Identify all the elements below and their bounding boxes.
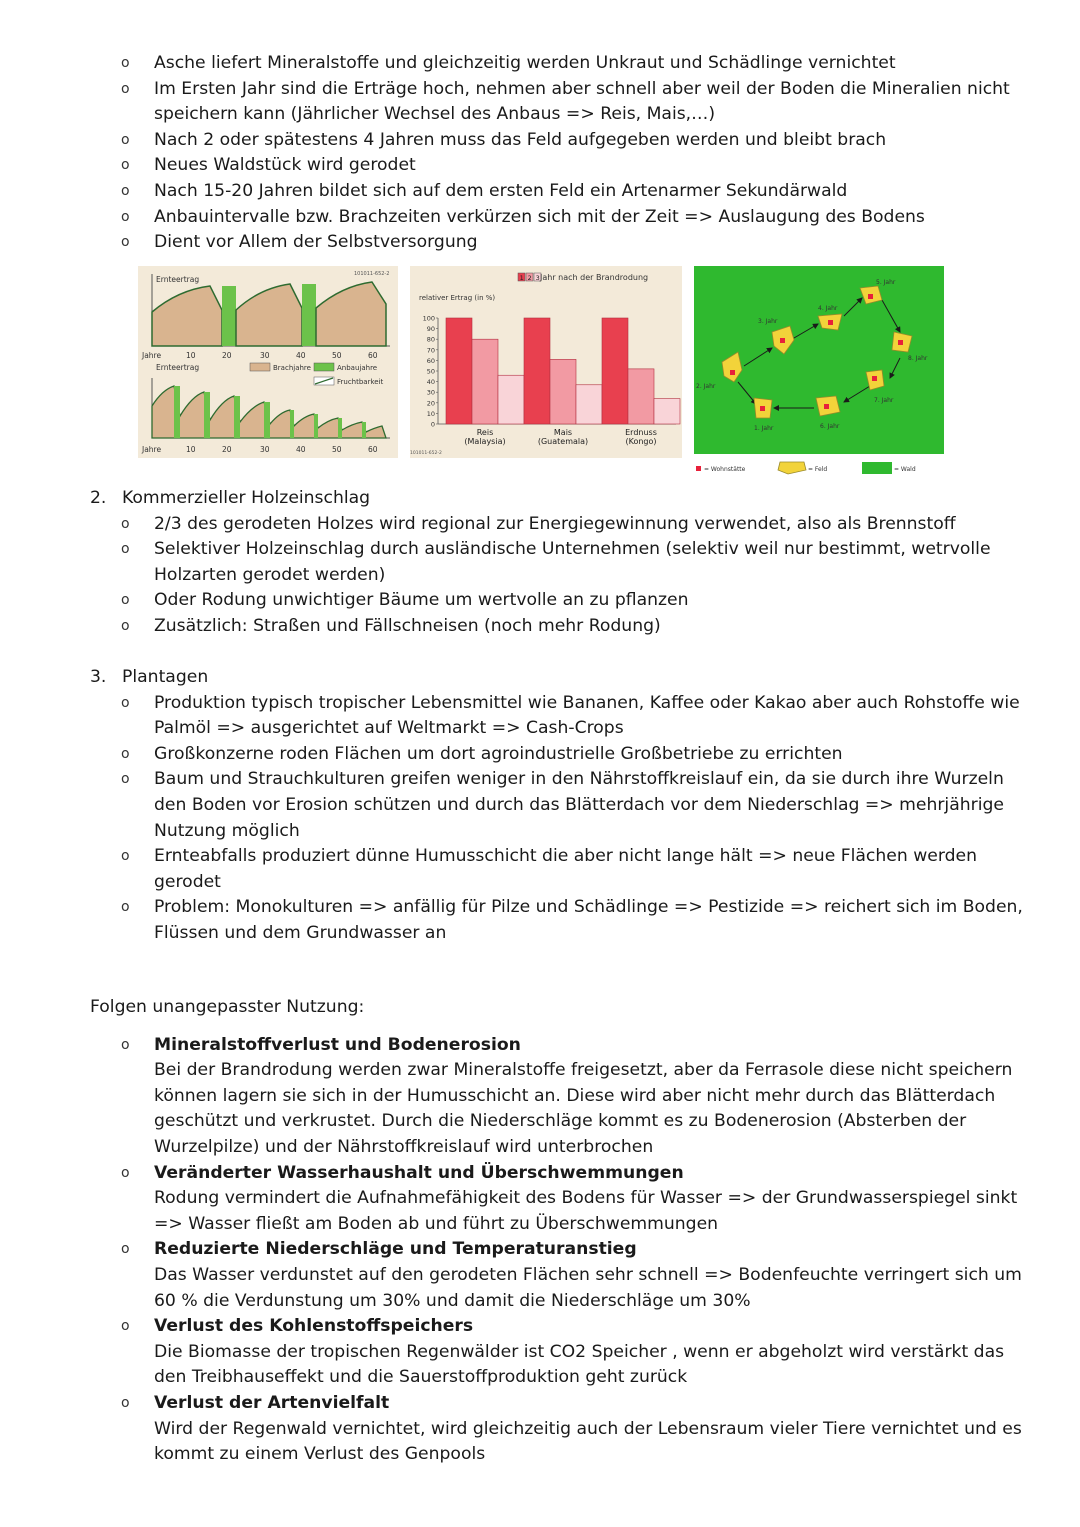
intro-list — [0, 51, 1080, 256]
tick-label: 50 — [332, 351, 342, 360]
section-number: 3. — [90, 667, 107, 687]
section-title: Plantagen — [122, 667, 209, 687]
item-text: Rodung vermindert die Aufnahmefähigkeit des Bodens für Wasser => der Grundwasserspiegel sinkt => Wasser fließt am Boden ab und führt zu Überschwemmungen — [154, 1188, 1018, 1234]
list-item: o Nach 2 oder spätestens 4 Jahren muss das Feld aufgegeben werden und bleibt brach — [0, 128, 1080, 154]
list-item: o Anbauintervalle bzw. Brachzeiten verkürzen sich mit der Zeit => Auslaugung des Bodens — [0, 205, 1080, 231]
tick-label: 50 — [332, 445, 342, 454]
x-axis-label: Jahre — [142, 351, 162, 360]
figures-row — [138, 266, 958, 481]
year-label: 7. Jahr — [874, 397, 894, 404]
bar — [628, 369, 654, 424]
list-item: o Im Ersten Jahr sind die Erträge hoch, nehmen aber schnell aber weil der Boden die Mineralien nicht speichern kann (Jährlicher Wechsel des Anbaus => Reis, Mais,…) — [0, 77, 1080, 128]
yield-chart — [410, 266, 682, 458]
list-item: o Selektiver Holzeinschlag durch ausländische Unternehmen (selektiv weil nur bestimmt, wetrvolle Holzarten gerodet werden) — [0, 537, 1080, 588]
tick-label: 20 — [222, 351, 232, 360]
y-tick-label: 0 — [430, 420, 435, 429]
y-tick-label: 50 — [426, 367, 435, 376]
section-heading — [0, 486, 1080, 512]
y-tick-label: 40 — [426, 378, 435, 387]
year-label: 5. Jahr — [876, 279, 896, 286]
tick-label: 10 — [186, 445, 196, 454]
section-heading — [0, 665, 1080, 691]
item-text: Das Wasser verdunstet auf den gerodeten Flächen sehr schnell => Bodenfeuchte verringert sich um 60 % die Verdunstung um 30% und damit die Niederschläge um 30% — [154, 1264, 1022, 1311]
consequences-title: Folgen unangepasster Nutzung: — [90, 997, 365, 1017]
fertility-svg — [138, 266, 398, 458]
legend-fertility: Fruchtbarkeit — [337, 378, 384, 386]
item-heading: o Reduzierte Niederschläge und Temperaturanstieg — [154, 1239, 637, 1260]
list-item — [0, 1391, 1080, 1468]
intro-section — [0, 51, 1080, 256]
legend-forest: = Wald — [894, 466, 916, 473]
category-label: Reis — [476, 428, 494, 437]
section-3-list — [0, 691, 1080, 947]
bar — [602, 318, 628, 424]
consequences-section — [0, 995, 1080, 1468]
consequences-list — [0, 1033, 1080, 1468]
chart-code: 101011-652-2 — [410, 451, 442, 456]
x-axis-label-bottom: Jahre — [142, 445, 162, 454]
y-tick-label: 10 — [426, 409, 435, 418]
section-number: 2. — [90, 488, 107, 508]
item-heading: o Mineralstoffverlust und Bodenerosion — [154, 1034, 521, 1055]
list-item: o Zusätzlich: Straßen und Fällschneisen (noch mehr Rodung) — [0, 614, 1080, 640]
fertility-figure — [138, 266, 398, 458]
y-axis-label: relativer Ertrag (in %) — [419, 294, 496, 302]
top-axis-label: Ernteertrag — [156, 275, 200, 284]
section-2-list — [0, 512, 1080, 640]
y-tick-label: 20 — [426, 399, 435, 408]
list-item: o Baum und Strauchkulturen greifen weniger in den Nährstoffkreislauf ein, da sie durch ihre Wurzeln den Boden vor Erosion schützen und durch das Blätterdach vor dem Niederschlag => mehrjährige Nutzung möglich — [0, 767, 1080, 844]
legend-crop: Anbaujahre — [337, 364, 378, 372]
list-item: o Nach 15-20 Jahren bildet sich auf dem ersten Feld ein Artenarmer Sekundärwald — [0, 179, 1080, 205]
figure-code: 101011-652-2 — [354, 271, 390, 277]
tick-label: 10 — [186, 351, 196, 360]
bar — [498, 375, 524, 424]
year-label: 3. Jahr — [758, 318, 778, 325]
item-heading: o Verlust der Artenvielfalt — [154, 1392, 390, 1413]
item-heading: o Verlust des Kohlenstoffspeichers — [154, 1316, 474, 1337]
tick-label: 30 — [260, 445, 270, 454]
chart-title: Jahr nach der Brandrodung — [540, 273, 649, 282]
tick-label: 20 — [222, 445, 232, 454]
legend-label: 3 — [535, 274, 540, 282]
y-tick-label: 90 — [426, 325, 435, 334]
legend-fallow: Brachjahre — [273, 364, 311, 372]
year-label: 8. Jahr — [908, 355, 928, 362]
bottom-axis-label: Ernteertrag — [156, 363, 200, 372]
y-tick-label: 80 — [426, 335, 435, 344]
tick-label: 40 — [296, 351, 306, 360]
item-heading: o Veränderter Wasserhaushalt und Überschwemmungen — [154, 1162, 684, 1183]
y-tick-label: 60 — [426, 356, 435, 365]
list-item — [0, 1314, 1080, 1391]
year-label: 6. Jahr — [820, 423, 840, 430]
cultivation-diagram — [694, 266, 946, 481]
list-item: o Oder Rodung unwichtiger Bäume um wertvolle an zu pflanzen — [0, 588, 1080, 614]
bar — [654, 399, 680, 424]
category-label: (Guatemala) — [537, 437, 589, 446]
item-text: Bei der Brandrodung werden zwar Mineralstoffe freigesetzt, aber da Ferrasole diese nicht speichern können lagern sie sich in der Humusschicht an. Diese wird aber nicht mehr durch das Blätterdach geschützt und verkrustet. Durch die Niederschläge kommt es zu Bodenerosion (Absterben der Wurzelpilze) und der Nährstoffkreislauf wird unterbrochen — [154, 1060, 1013, 1157]
legend-field: = Feld — [808, 466, 828, 473]
list-item: o Problem: Monokulturen => anfällig für Pilze und Schädlinge => Pestizide => reichert sich im Boden, Flüssen und dem Grundwasser an — [0, 895, 1080, 946]
year-label: 2. Jahr — [696, 383, 716, 390]
category-label: Erdnuss — [625, 428, 657, 437]
bar — [472, 339, 498, 424]
section-title: Kommerzieller Holzeinschlag — [122, 488, 371, 508]
list-item: o 2/3 des gerodeten Holzes wird regional zur Energiegewinnung verwendet, also als Brennstoff — [0, 512, 1080, 538]
y-tick-label: 70 — [426, 346, 435, 355]
y-tick-label: 30 — [426, 388, 435, 397]
list-item — [0, 1237, 1080, 1314]
year-label: 1. Jahr — [754, 425, 774, 432]
item-text: Die Biomasse der tropischen Regenwälder ist CO2 Speicher , wenn er abgeholzt wird verstärkt das den Treibhauseffekt und die Sauerstoffproduktion geht zurück — [154, 1341, 1005, 1388]
list-item: o Dient vor Allem der Selbstversorgung — [0, 230, 1080, 256]
legend-label: 2 — [527, 274, 532, 282]
year-label: 4. Jahr — [818, 305, 838, 312]
section-2 — [0, 486, 1080, 640]
yield-chart-svg — [410, 266, 682, 458]
bar — [446, 318, 472, 424]
list-item: o Asche liefert Mineralstoffe und gleichzeitig werden Unkraut und Schädlinge vernichtet — [0, 51, 1080, 77]
legend-home: = Wohnstätte — [704, 466, 746, 473]
section-3 — [0, 665, 1080, 947]
tick-label: 60 — [368, 351, 378, 360]
list-item: o Produktion typisch tropischer Lebensmittel wie Bananen, Kaffee oder Kakao aber auch Rohstoffe wie Palmöl => ausgerichtet auf Weltmarkt => Cash-Crops — [0, 691, 1080, 742]
bar — [524, 318, 550, 424]
category-label: (Kongo) — [625, 437, 657, 446]
tick-label: 40 — [296, 445, 306, 454]
bar — [550, 359, 576, 424]
cultivation-svg — [694, 266, 946, 481]
list-item: o Großkonzerne roden Flächen um dort agroindustrielle Großbetriebe zu errichten — [0, 742, 1080, 768]
tick-label: 30 — [260, 351, 270, 360]
list-item: o Neues Waldstück wird gerodet — [0, 153, 1080, 179]
list-item: o Ernteabfalls produziert dünne Humusschicht die aber nicht lange hält => neue Flächen werden gerodet — [0, 844, 1080, 895]
bar — [576, 385, 602, 424]
tick-label: 60 — [368, 445, 378, 454]
y-tick-label: 100 — [422, 314, 435, 323]
list-item — [0, 1033, 1080, 1161]
category-label: Mais — [553, 428, 573, 437]
category-label: (Malaysia) — [464, 437, 506, 446]
legend-label: 1 — [519, 274, 524, 282]
item-text: Wird der Regenwald vernichtet, wird gleichzeitig auch der Lebensraum vieler Tiere vernichtet und es kommt zu einem Verlust des Genpools — [154, 1418, 1022, 1465]
list-item — [0, 1161, 1080, 1238]
